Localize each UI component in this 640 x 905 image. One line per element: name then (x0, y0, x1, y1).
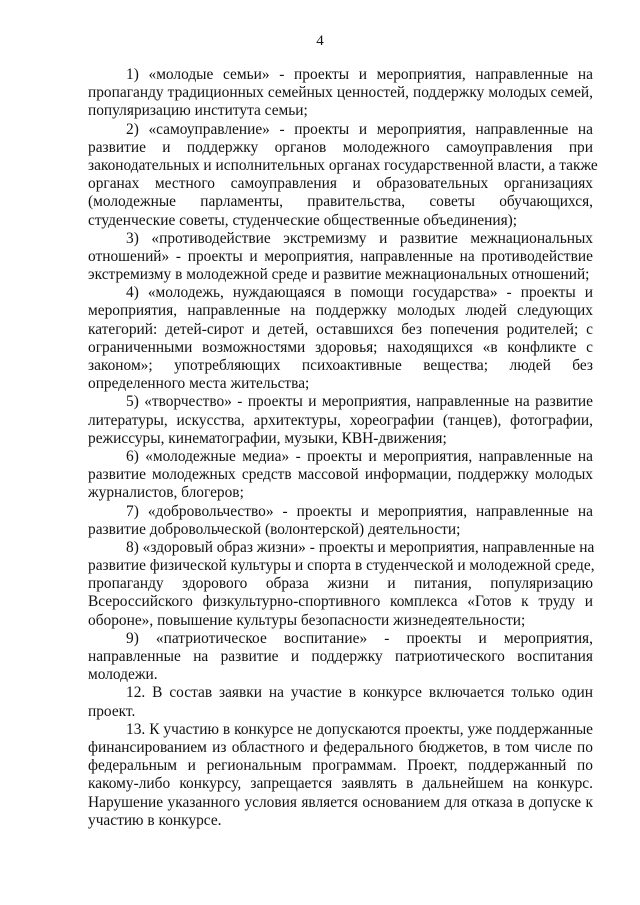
text-line: литературы, искусства, архитектуры, хореографии (танцев), фотографии, (88, 411, 593, 429)
list-item-tvorchestvo (88, 393, 593, 448)
text-line: федеральным и региональным программам. Проект, поддержанный по (88, 757, 593, 775)
list-item-zdorovyy-obraz-zhizni (88, 539, 593, 630)
text-line: законодательных и исполнительных органах государственной власти, а также (88, 156, 598, 174)
text-line: пропаганду здорового образа жизни и питания, популяризацию (88, 575, 593, 593)
text-line: определенного места жительства; (88, 375, 310, 393)
text-line: проект. (88, 702, 136, 720)
text-line: 2) «самоуправление» - проекты и мероприятия, направленные на (126, 120, 593, 138)
text-line: развитие и поддержку органов молодежного самоуправления при (88, 138, 593, 156)
text-line: Всероссийского физкультурно-спортивного комплекса «Готов к труду и (88, 593, 593, 611)
text-line: 1) «молодые семьи» - проекты и мероприятия, направленные на (126, 66, 593, 83)
list-item-samoupravlenie (88, 120, 598, 230)
text-line: студенческие советы, студенческие общественные объединения); (88, 211, 518, 229)
list-item-patrioticheskoe-vospitanie (88, 630, 593, 685)
text-line: органах местного самоуправления и образовательных организациях (88, 175, 593, 193)
text-line: развитие молодежных средств массовой информации, поддержку молодых (88, 466, 593, 484)
text-line: финансированием из областного и федерального бюджетов, в том числе по (88, 738, 593, 756)
text-line: направленные на развитие и поддержку патриотического воспитания (88, 648, 593, 665)
text-line: журналистов, блогеров; (88, 484, 244, 502)
text-line: (молодежные парламенты, правительства, советы обучающихся, (88, 193, 593, 211)
text-line: 12. В состав заявки на участие в конкурсе включается только один (126, 684, 593, 702)
text-line: участию в конкурсе. (88, 811, 222, 829)
clause-12 (88, 684, 593, 720)
list-item-protivodeystvie-ekstremizmu (88, 230, 593, 285)
clause-13 (88, 721, 593, 830)
text-line: 6) «молодежные медиа» - проекты и мероприятия, направленные на (126, 447, 593, 465)
text-line: экстремизму в молодежной среде и развитие межнациональных отношений; (88, 266, 590, 284)
list-item-dobrovolchestvo (88, 503, 593, 539)
text-line: развитие добровольческой (волонтерской) деятельности; (88, 520, 461, 538)
text-line: 8) «здоровый образ жизни» - проекты и мероприятия, направленные на (126, 538, 595, 556)
text-line: законом»; употребляющих психоактивные вещества; людей без (88, 357, 593, 374)
text-line: 5) «творчество» - проекты и мероприятия, направленные на развитие (126, 393, 593, 411)
text-line: отношений» - проекты и мероприятия, направленные на противодействие (88, 247, 593, 265)
document-body (88, 66, 598, 830)
text-line: молодежи. (88, 666, 158, 684)
list-item-molodezhnye-media (88, 448, 593, 503)
text-line: категорий: детей-сирот и детей, оставшихся без попечения родителей; с (88, 320, 593, 338)
text-line: 7) «добровольчество» - проекты и мероприятия, направленные на (126, 502, 593, 520)
page-number: 4 (316, 33, 324, 49)
text-line: какому-либо конкурсу, запрещается заявлять в дальнейшем на конкурс. (88, 775, 593, 793)
text-line: мероприятия, направленные на поддержку молодых людей следующих (88, 302, 593, 320)
text-line: режиссуры, кинематографии, музыки, КВН-движения; (88, 429, 447, 447)
list-item-molodye-semi (88, 66, 593, 121)
text-line: 9) «патриотическое воспитание» - проекты и мероприятия, (126, 629, 593, 647)
text-line: ограниченными возможностями здоровья; находящихся «в конфликте с (88, 338, 593, 356)
text-line: обороне», повышение культуры безопасности жизнедеятельности; (88, 611, 526, 629)
text-line: пропаганду традиционных семейных ценностей, поддержку молодых семей, (88, 84, 593, 102)
text-line: популяризацию института семьи; (88, 102, 308, 120)
list-item-molodezh-v-pomoshchi (88, 284, 593, 393)
text-line: 3) «противодействие экстремизму и развитие межнациональных (126, 229, 593, 247)
text-line: 4) «молодежь, нуждающаяся в помощи государства» - проекты и (126, 284, 593, 302)
text-line: Нарушение указанного условия является основанием для отказа в допуске к (88, 793, 593, 811)
text-line: 13. К участию в конкурсе не допускаются проекты, уже поддержанные (126, 720, 593, 738)
text-line: развитие физической культуры и спорта в студенческой и молодежной среде, (88, 557, 595, 575)
